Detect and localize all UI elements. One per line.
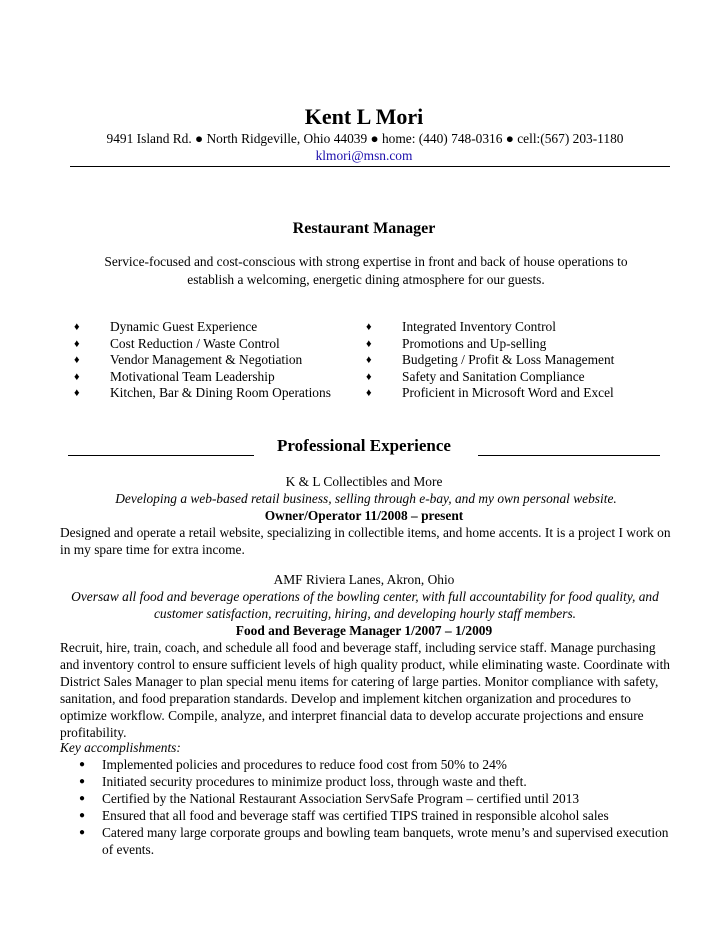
job-employer: AMF Riviera Lanes, Akron, Ohio	[273, 572, 455, 587]
bullet-icon: ●	[79, 776, 86, 787]
diamond-bullet-icon: ♦	[366, 354, 372, 366]
job-role: Owner/Operator 11/2008 – present	[264, 508, 464, 523]
summary-statement: Service-focused and cost-conscious with strong expertise in front and back of house operations to establish a welcoming, energetic dining atmosphere for our guests.	[104, 254, 628, 287]
diamond-bullet-icon: ♦	[366, 387, 372, 399]
diamond-bullet-icon: ♦	[366, 337, 372, 350]
skill-item: ♦ Motivational Team Leadership	[74, 368, 275, 384]
skill-item: ♦ Budgeting / Profit & Loss Management	[366, 352, 615, 367]
list-item: ● Implemented policies and procedures to reduce food cost from 50% to 24%	[79, 757, 507, 772]
diamond-bullet-icon: ♦	[74, 321, 80, 333]
skill-item: ♦ Integrated Inventory Control	[366, 319, 556, 334]
section-title-experience: Professional Experience	[277, 436, 451, 455]
skill-item: ♦ Vendor Management & Negotiation	[74, 352, 303, 367]
skills-list-left	[74, 319, 364, 402]
diamond-bullet-icon: ♦	[74, 354, 80, 366]
contact-info: 9491 Island Rd. ● North Ridgeville, Ohio 44039 ● home: (440) 748-0316 ● cell:(567) 203-1180	[106, 131, 624, 146]
section-rule-right	[478, 455, 660, 456]
skill-item: ♦ Cost Reduction / Waste Control	[74, 335, 280, 351]
job-description: Oversaw all food and beverage operations of the bowling center, with full accountability for food quality, and customer satisfaction, recruiting, hiring, and developing hourly staff members.	[71, 589, 659, 621]
list-item: ● Initiated security procedures to minimize product loss, through waste and theft.	[79, 774, 527, 789]
skill-item: ♦ Dynamic Guest Experience	[74, 319, 258, 334]
job-employer: K & L Collectibles and More	[285, 474, 443, 489]
skill-item: ♦ Kitchen, Bar & Dining Room Operations	[74, 385, 331, 400]
skills-list-right	[366, 319, 666, 402]
list-item: ● Ensured that all food and beverage staff was certified TIPS trained in responsible alcohol sales	[79, 808, 609, 823]
list-item: ● Catered many large corporate groups and bowling team banquets, wrote menu’s and supervised execution of events.	[79, 825, 669, 857]
job-details: Recruit, hire, train, coach, and schedule all food and beverage staff, including service staff. Manage purchasing and inventory control to ensure sufficient levels of high quality product, while eliminating waste. Coordinate with District Sales Manager to plan special menu items for catering of large parties. Monitor compliance with safety, sanitation, and food preparation standards. Develop and implement kitchen organization and procedures to optimize workflow. Compile, analyze, and interpret financial data to develop accurate projections and ensure profitability.	[60, 640, 671, 740]
objective-title: Restaurant Manager	[292, 220, 436, 237]
job-role: Food and Beverage Manager 1/2007 – 1/2009	[235, 623, 493, 638]
skill-item: ♦ Promotions and Up-selling	[366, 335, 547, 351]
skill-item: ♦ Safety and Sanitation Compliance	[366, 368, 585, 384]
header-divider	[70, 166, 670, 167]
diamond-bullet-icon: ♦	[366, 321, 372, 333]
diamond-bullet-icon: ♦	[366, 370, 372, 383]
bullet-icon: ●	[79, 810, 86, 821]
bullet-icon: ●	[79, 793, 86, 804]
accomplishments-label: Key accomplishments:	[60, 740, 181, 755]
skill-item: ♦ Proficient in Microsoft Word and Excel	[366, 385, 614, 400]
diamond-bullet-icon: ♦	[74, 337, 80, 350]
diamond-bullet-icon: ♦	[74, 370, 80, 383]
bullet-icon: ●	[79, 827, 86, 838]
diamond-bullet-icon: ♦	[74, 387, 80, 399]
candidate-name: Kent L Mori	[304, 104, 424, 129]
list-item: ● Certified by the National Restaurant Association ServSafe Program – certified until 2013	[79, 791, 580, 806]
accomplishments-list	[60, 756, 674, 858]
job-description: Developing a web-based retail business, selling through e-bay, and my own personal website.	[115, 491, 617, 506]
job-details: Designed and operate a retail website, specializing in collectible items, and home accents. It is a project I work on in my spare time for extra income.	[60, 525, 671, 557]
bullet-icon: ●	[79, 759, 86, 770]
email-link[interactable]: klmori@msn.com	[315, 148, 413, 163]
